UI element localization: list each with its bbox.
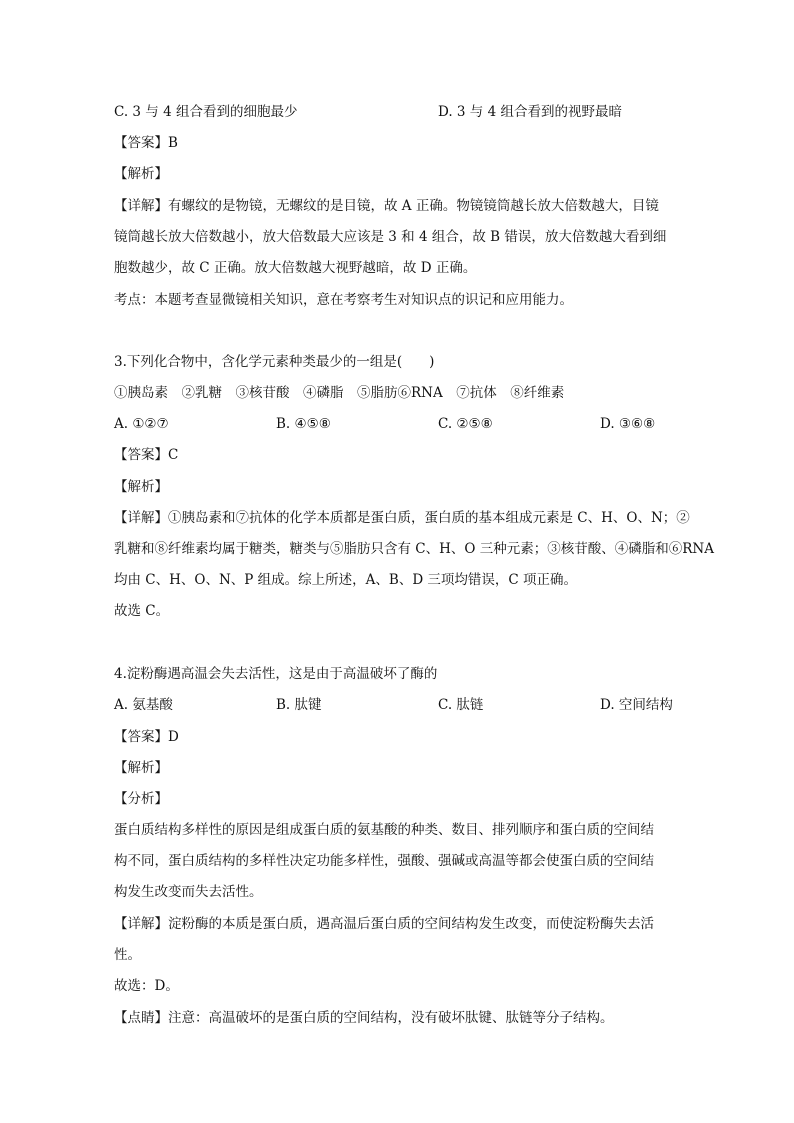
q3-items: ①胰岛素 ②乳糖 ③核苷酸 ④磷脂 ⑤脂肪⑥RNA ⑦抗体 ⑧纤维素 (114, 385, 565, 401)
q4-detail-line-2: 性。 (114, 947, 141, 963)
q4-option-b: B. 肽键 (276, 697, 322, 713)
q4-choose: 故选：D。 (114, 978, 179, 994)
q4-answer: 【答案】D (114, 729, 179, 745)
q4-fenxi-line-2: 构不同，蛋白质结构的多样性决定功能多样性，强酸、强碱或高温等都会使蛋白质的空间结 (114, 853, 654, 869)
q3-option-b: B. ④⑤⑧ (276, 416, 331, 432)
q3-option-d: D. ③⑥⑧ (600, 416, 656, 432)
q4-stem: 4.淀粉酶遇高温会失去活性，这是由于高温破坏了酶的 (114, 666, 438, 682)
q3-answer: 【答案】C (114, 447, 179, 463)
q4-fenxi-heading: 【分析】 (114, 791, 168, 807)
q3-detail-line-3: 均由 C、H、O、N、P 组成。综上所述，A、B、D 三项均错误，C 项正确。 (114, 572, 578, 588)
q2-analysis-heading: 【解析】 (114, 166, 168, 182)
q4-fenxi-line-3: 构发生改变而失去活性。 (114, 884, 263, 900)
q3-detail-line-2: 乳糖和⑧纤维素均属于糖类，糖类与⑤脂肪只含有 C、H、O 三种元素；③核苷酸、④磷脂和⑥RNA (114, 541, 714, 557)
q4-option-d: D. 空间结构 (600, 697, 673, 713)
q4-detail-line-1: 【详解】淀粉酶的本质是蛋白质，遇高温后蛋白质的空间结构发生改变，而使淀粉酶失去活 (114, 916, 654, 932)
q2-detail-line-3: 胞数越少，故 C 正确。放大倍数越大视野越暗，故 D 正确。 (114, 260, 477, 276)
q2-option-c: C. 3 与 4 组合看到的细胞最少 (114, 104, 298, 120)
q2-detail-line-2: 镜筒越长放大倍数越小，放大倍数最大应该是 3 和 4 组合，故 B 错误，放大倍数越大看到细 (114, 229, 667, 245)
q3-analysis-heading: 【解析】 (114, 479, 168, 495)
q3-option-a: A. ①②⑦ (114, 416, 169, 432)
q2-option-d: D. 3 与 4 组合看到的视野最暗 (438, 104, 622, 120)
q2-answer: 【答案】B (114, 135, 178, 151)
q3-detail-line-1: 【详解】①胰岛素和⑦抗体的化学本质都是蛋白质，蛋白质的基本组成元素是 C、H、O、N；② (114, 510, 690, 526)
q4-option-a: A. 氨基酸 (114, 697, 173, 713)
q4-option-c: C. 肽链 (438, 697, 484, 713)
q4-fenxi-line-1: 蛋白质结构多样性的原因是组成蛋白质的氨基酸的种类、数目、排列顺序和蛋白质的空间结 (114, 822, 654, 838)
q2-detail-line-1: 【详解】有螺纹的是物镜，无螺纹的是目镜，故 A 正确。物镜镜筒越长放大倍数越大，目镜 (114, 198, 659, 214)
q3-stem: 3.下列化合物中，含化学元素种类最少的一组是( ) (114, 354, 435, 370)
q3-option-c: C. ②⑤⑧ (438, 416, 493, 432)
q3-choose: 故选 C。 (114, 603, 170, 619)
q4-analysis-heading: 【解析】 (114, 760, 168, 776)
q4-dianjing: 【点睛】注意：高温破坏的是蛋白质的空间结构，没有破坏肽键、肽链等分子结构。 (114, 1010, 614, 1026)
q2-kaodian: 考点：本题考查显微镜相关知识，意在考察考生对知识点的识记和应用能力。 (114, 292, 573, 308)
